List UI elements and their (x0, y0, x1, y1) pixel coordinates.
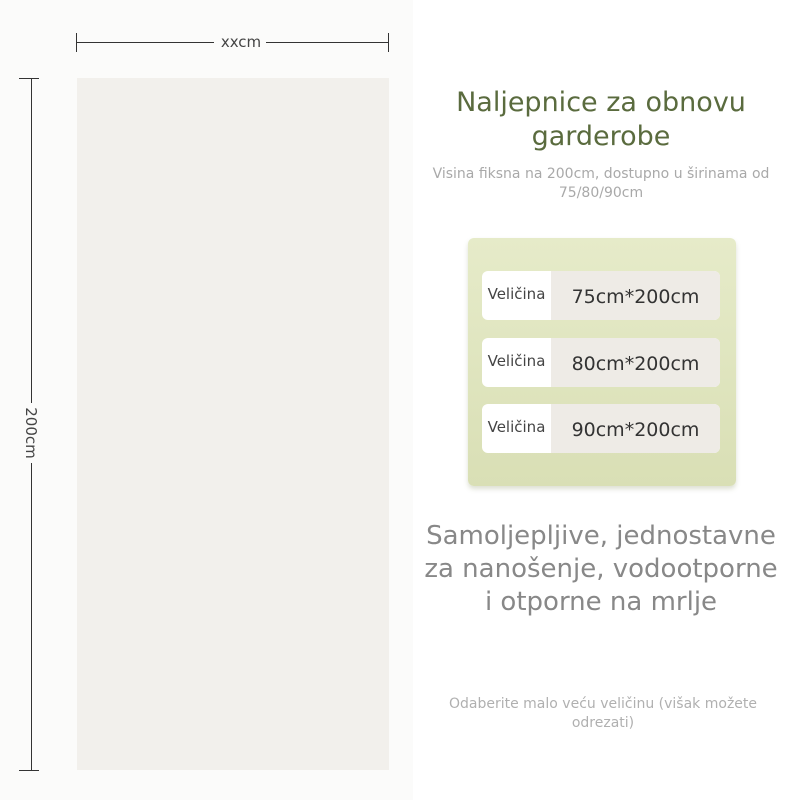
width-dimension-line-right (266, 42, 388, 43)
size-note: Odaberite malo veću veličinu (višak možete odrezati) (448, 696, 758, 731)
height-dimension-tick-bottom (19, 770, 39, 771)
size-option-label: Veličina (487, 418, 546, 436)
page-title: Naljepnice za obnovu garderobe (456, 87, 746, 152)
features-text: Samoljepljive, jednostavne za nanošenje, vodootporne i otporne na mrlje (424, 521, 778, 617)
size-option-label: Veličina (487, 285, 546, 303)
height-dimension-line-top (31, 78, 32, 403)
height-dimension-line-bottom (31, 463, 32, 770)
page-subtitle: Visina fiksna na 200cm, dostupno u širinama od 75/80/90cm (432, 166, 770, 201)
size-option-value: 75cm*200cm (551, 271, 720, 320)
height-dimension-tick-top (19, 78, 39, 79)
width-dimension-line-left (77, 42, 214, 43)
size-option-value: 80cm*200cm (551, 338, 720, 387)
size-option-value: 90cm*200cm (551, 404, 720, 453)
width-dimension-tick-right (388, 33, 389, 52)
height-dimension-label: 200cm (22, 407, 40, 459)
size-option-label: Veličina (487, 352, 546, 370)
size-option-90 (482, 404, 720, 453)
size-option-80 (482, 338, 720, 387)
size-option-75 (482, 271, 720, 320)
width-dimension-label: xxcm (220, 33, 262, 51)
sticker-preview (77, 78, 389, 770)
size-options-card (468, 238, 736, 486)
